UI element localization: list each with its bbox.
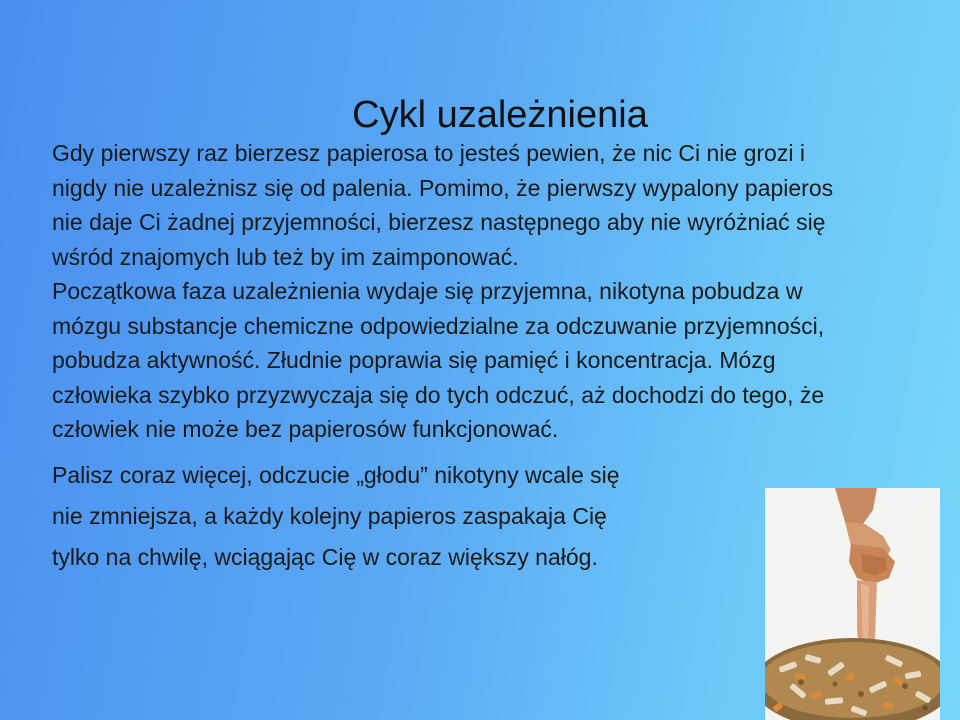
slide-body — [52, 136, 872, 578]
paragraph-addiction-grows — [52, 455, 752, 578]
photo-illustration — [765, 488, 940, 720]
paragraph-line: nie zmniejsza, a każdy kolejny papieros zaspakaja Cię — [52, 502, 607, 529]
paragraph-line: tylko na chwilę, wciągając Cię w coraz większy nałóg. — [52, 543, 598, 570]
slide-title-text: Cykl uzależnienia — [352, 94, 648, 137]
slide-title — [0, 91, 960, 139]
paragraph-first-cigarette: Gdy pierwszy raz bierzesz papierosa to jesteś pewien, że nic Ci nie grozi i nigdy nie uzależnisz się od palenia. Pomimo, że pierwszy wypalony papieros nie daje Ci żadnej przyjemności, bierzesz następnego aby nie wyróżniać się wśród znajomych lub też by im zaimponować. — [52, 140, 834, 270]
paragraph-line: Palisz coraz więcej, odczucie „głodu” nikotyny wcale się — [52, 461, 620, 488]
hand-in-cigarette-butts-photo — [765, 488, 940, 720]
paragraph-initial-phase: Początkowa faza uzależnienia wydaje się przyjemna, nikotyna pobudza w mózgu substancje chemiczne odpowiedzialne za odczuwanie przyjemności, pobudza aktywność. Złudnie poprawia się pamięć i koncentracja. Mózg człowieka szybko przyzwyczaja się do tych odczuć, aż dochodzi do tego, że człowiek nie może bez papierosów funkcjonować. — [52, 278, 825, 442]
